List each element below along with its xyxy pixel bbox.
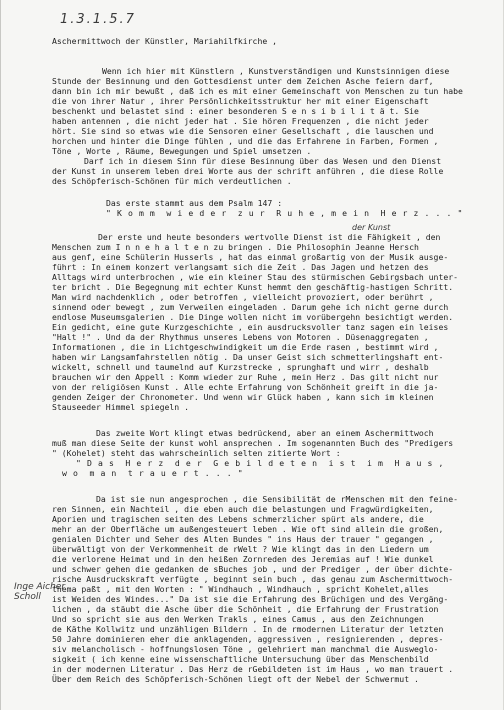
text-line: Darf ich in diesem Sinn für diese Besinnung über das Wesen und den Dienst [84, 156, 442, 166]
psalm-quote: " K o m m w i e d e r z u r R u h e , m e i n H e r z . . . " [106, 208, 463, 218]
text-line: Über dem Reich des Schöpferisch-Schönen liegt oft der Nebel der Schwermut . [52, 674, 419, 684]
handwritten-margin-note: Inge Aicher Scholl [14, 582, 66, 602]
text-line: rische Ausdruckskraft verfügte , beginnt sein buch , das genau zum Aschermittwoch- [52, 574, 454, 584]
text-line: Töne , Worte , Räume, Bewegungen und Spiel umsetzen . [52, 146, 312, 156]
text-line: de Käthe Kollwitz und unzähligen Bildern . In de rmodernen Literatur der letzten [52, 624, 444, 634]
text-line: ist Weiden des Windes..." Da ist sie die Erfahrung des Brüchigen und des Vergäng- [52, 594, 449, 604]
text-line: wickelt, schnell und taumelnd auf Kurzstrecke , sprunghaft und wirr , deshalb [52, 362, 429, 372]
text-line: dann bin ich mir bewußt , daß ich es mit einer Gemeinschaft von Menschen zu tun habe [52, 86, 463, 96]
kohelet-quote: " D a s H e r z d e r G e b i l d e t e n i s t i m H a u s , [76, 458, 444, 468]
text-line: " (Kohelet) steht das wahrscheinlich selten zitierte Wort : [52, 448, 341, 458]
text-line: des Schöpferisch-Schönen für mich verdeutlichen . [52, 176, 292, 186]
text-line: horchen und hinter die Dinge fühlen , und die das Erfahrene in Farben, Formen , [52, 136, 439, 146]
text-line: Und so spricht sie aus den Werken Trakls , eines Camus , aus den Zeichnungen [52, 614, 424, 624]
text-line: Das erste stammt aus dem Psalm 147 : [106, 198, 283, 208]
text-line: ren Sinnen, ein Nachteil , die eben auch die belastungen und Fragwürdigkeiten, [52, 504, 434, 514]
text-line: aus genf, eine Schülerin Husserls , hat das einmal großartig von der Musik ausge- [52, 252, 449, 262]
text-line: genden Zeiger der Chronometer. Und wenn wir Glück haben , kann sich im kleinen [52, 392, 434, 402]
text-line: der Kunst in unserem leben drei Worte aus der schrift anführen , die diese Rolle [52, 166, 444, 176]
text-line: Stauseeder Himmel spiegeln . [52, 402, 189, 412]
text-line: in der modernen Literatur . Das Herz de rGebildeten ist im Haus , wo man trauert . [52, 664, 454, 674]
text-line: sinnend oder bewegt , zum Verweilen eingeladen . Darum gehe ich nicht gerne durch [52, 302, 449, 312]
text-line: Aporien und tragischen seiten des Lebens schmerzlicher spürt als andere, die [52, 514, 424, 524]
text-line: "Halt !" . Und da der Rhythmus unseres Lebens von Motoren . Düsenaggregaten , [52, 332, 429, 342]
text-line: hört. Sie sind so etwas wie die Sensoren einer Gesellschaft , die lauschen und [52, 126, 434, 136]
text-line: lichen , da stäubt die Asche über die Schönheit , die Erfahrung der Frustration [52, 604, 439, 614]
text-line: endlose Museumsgalerien . Die Dinge wollen nicht im vorübergehn besichtigt werden. [52, 312, 454, 322]
text-line: Der erste und heute besonders wertvolle Dienst ist die Fähigkeit , den [98, 232, 441, 242]
text-line: und schwer gehen die gedanken de sBuches job , und der Prediger , der über dichte- [52, 564, 454, 574]
text-line: sigkeit ( ich kenne eine wissenschaftliche Untersuchung über das Menschenbild [52, 654, 429, 664]
text-line: haben wir Langsamfahrstellen nötig . Da unser Geist sich schmetterlingshaft ent- [52, 352, 444, 362]
text-line: beschenkt und belastet sind : einer besonderen S e n s i b i l i t ä t. Sie [52, 106, 419, 116]
text-line: überwältigt von der Verkommenheit de rWelt ? Wie klingt das in den Liedern um [52, 544, 429, 554]
text-line: Alltags wird unterbrochen , wie ein kleiner Stau des stürmischen Gebirgsbach unter- [52, 272, 459, 282]
text-line: muß man diese Seite der kunst wohl ansprechen . Im sogenannten Buch des "Predigers [52, 438, 454, 448]
text-line: ter bricht . Die Begegnung mit echter Kunst hemmt den geschäftig-hastigen Schritt. [52, 282, 454, 292]
document-title: Aschermittwoch der Künstler, Mariahilfkirche , [52, 36, 278, 46]
text-line: Da ist sie nun angesprochen , die Sensibilität de rMenschen mit den feine- [96, 494, 458, 504]
text-line: Das zweite Wort klingt etwas bedrückend, aber an einem Aschermittwoch [96, 428, 434, 438]
handwritten-insertion: der Kunst [352, 223, 391, 232]
text-line: Menschen zum I n n e h a l t e n zu bringen . Die Philosophin Jeanne Hersch [52, 242, 419, 252]
text-line: Man wird nachdenklich , oder betroffen , vielleicht provoziert, oder berührt , [52, 292, 434, 302]
text-line: die verlorene Heimat und in den heißen Zornreden des Jeremias auf ! Wie dunkel [52, 554, 434, 564]
text-line: die von ihrer Natur , ihrer Persönlichkeitsstruktur her mit einer Eigenschaft [52, 96, 429, 106]
text-line: genialen Dichter und Seher des Alten Bundes " ins Haus der trauer " gegangen , [52, 534, 434, 544]
text-line: haben antennen , die nicht jeder hat . Sie hören Frequenzen , die nicht jeder [52, 116, 429, 126]
text-line: führt : In einem konzert verlangsamt sich die Zeit . Das Jagen und hetzen des [52, 262, 429, 272]
text-line: Wenn ich hier mit Künstlern , Kunstverständigen und Kunstsinnigen diese [102, 66, 450, 76]
text-line: thema paßt , mit den Worten : " Windhauch , Windhauch , spricht Kohelet,alles [52, 584, 429, 594]
text-line: mehr an der Oberfläche um außengesteuert leben . Wie oft sind allein die großen, [52, 524, 444, 534]
text-line: brauchen wir den Appell : Komm wieder zur Ruhe , mein Herz . Das gilt nicht nur [52, 372, 439, 382]
text-line: Stunde der Besinnung und den Gottesdienst unter dem Zeichen Asche feiern darf, [52, 76, 434, 86]
text-line: von der religiösen Kunst . Alle echte Erfahrung von Schönheit greift in die ja- [52, 382, 439, 392]
kohelet-quote: w o m a n t r a u e r t . . . " [62, 468, 244, 478]
text-line: Informationen , die in Lichtgeschwindigkeit um die Erde rasen , bestimmt wird , [52, 342, 439, 352]
text-line: Ein gedicht, eine gute Kurzgeschichte , ein ausdrucksvoller tanz sagen ein leises [52, 322, 449, 332]
text-line: siv melancholisch - hoffnungslosen Töne , gelehriert man manchmal die Ausweglo- [52, 644, 439, 654]
handwritten-reference-number: 1.3.1.5.7 [60, 12, 136, 27]
text-line: 50 Jahre dominieren eher die anklagenden, aggressiven , resignierenden , depres- [52, 634, 444, 644]
